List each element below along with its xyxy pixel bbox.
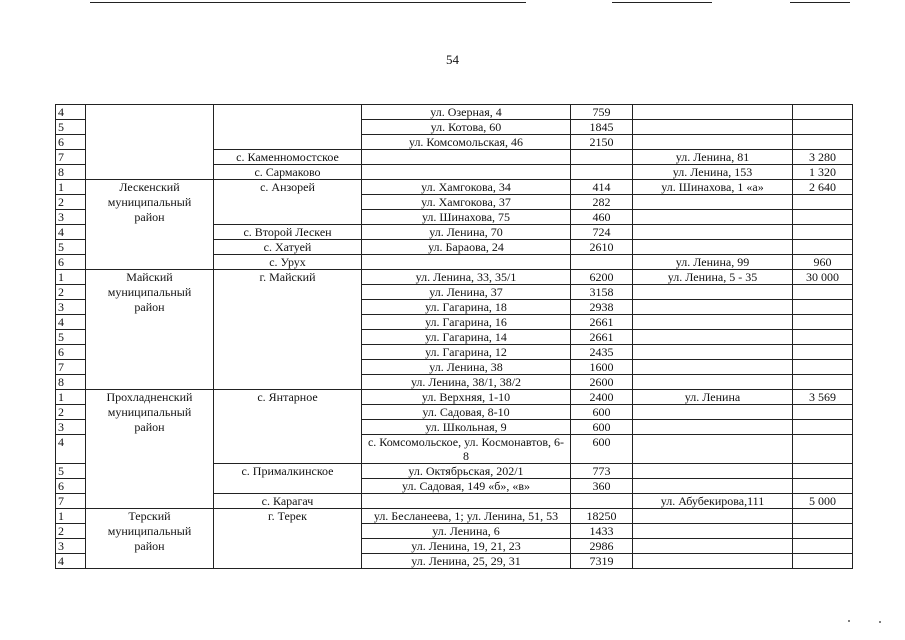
cell-amount2 [793,135,853,150]
cell-amount2 [793,360,853,375]
cell-n: 1 [56,180,86,195]
cell-amount: 3158 [571,285,633,300]
cell-amount2 [793,464,853,479]
table-row [56,105,853,120]
cell-street: ул. Ленина, 37 [362,285,571,300]
cell-amount: 600 [571,420,633,435]
cell-settlement [214,435,362,464]
cell-settlement [214,210,362,225]
cell-district [86,255,214,270]
cell-street: ул. Садовая, 149 «б», «в» [362,479,571,494]
cell-street: ул. Верхняя, 1-10 [362,390,571,405]
cell-amount: 2435 [571,345,633,360]
cell-amount: 282 [571,195,633,210]
table-row [56,345,853,360]
cell-district: Прохладненский [86,390,214,405]
cell-n: 2 [56,524,86,539]
cell-street2 [633,225,793,240]
cell-n: 4 [56,554,86,569]
cell-street: ул. Гагарина, 12 [362,345,571,360]
cell-street2 [633,464,793,479]
cell-street2 [633,315,793,330]
cell-amount2 [793,315,853,330]
table-row [56,435,853,464]
cell-district: Майский [86,270,214,285]
cell-amount2: 2 640 [793,180,853,195]
cell-settlement: с. Прималкинское [214,464,362,479]
table-row [56,360,853,375]
cell-district [86,494,214,509]
cell-street: ул. Октябрьская, 202/1 [362,464,571,479]
cell-n: 6 [56,255,86,270]
cell-amount: 600 [571,435,633,464]
cell-street2: ул. Шинахова, 1 «а» [633,180,793,195]
cell-street: ул. Хамгокова, 34 [362,180,571,195]
cell-amount: 724 [571,225,633,240]
cell-amount2: 3 569 [793,390,853,405]
cell-amount [571,255,633,270]
cell-amount: 1845 [571,120,633,135]
cell-n: 5 [56,120,86,135]
cell-amount2 [793,420,853,435]
cell-street2 [633,345,793,360]
cell-street2 [633,300,793,315]
page-number: 54 [446,52,459,67]
cell-settlement [214,135,362,150]
cell-street [362,255,571,270]
table-row [56,509,853,524]
cell-amount: 2600 [571,375,633,390]
cell-settlement [214,300,362,315]
cell-n: 5 [56,464,86,479]
cell-street2 [633,405,793,420]
cell-amount [571,494,633,509]
cell-amount2: 1 320 [793,165,853,180]
cell-settlement: г. Майский [214,270,362,285]
cell-settlement [214,554,362,569]
cell-n: 4 [56,225,86,240]
data-table [55,104,853,569]
cell-amount: 360 [571,479,633,494]
cell-settlement: с. Хатуей [214,240,362,255]
cell-street2 [633,105,793,120]
cell-settlement [214,120,362,135]
cell-amount: 2986 [571,539,633,554]
cell-settlement [214,405,362,420]
table-row [56,479,853,494]
table-row [56,150,853,165]
cell-amount2 [793,225,853,240]
cell-street: ул. Комсомольская, 46 [362,135,571,150]
cell-settlement: с. Второй Лескен [214,225,362,240]
cell-amount2 [793,524,853,539]
cell-street2 [633,360,793,375]
cell-amount: 2400 [571,390,633,405]
cell-n: 1 [56,509,86,524]
cell-settlement [214,479,362,494]
cell-district: район [86,420,214,435]
cell-street: ул. Ленина, 38 [362,360,571,375]
cell-amount2 [793,120,853,135]
cell-district: муниципальный [86,524,214,539]
cell-amount: 414 [571,180,633,195]
cell-n: 7 [56,494,86,509]
cell-amount: 460 [571,210,633,225]
header-rule [90,2,526,3]
cell-street: ул. Бесланеева, 1; ул. Ленина, 51, 53 [362,509,571,524]
table-row [56,420,853,435]
cell-settlement: с. Каменномостское [214,150,362,165]
cell-amount2 [793,330,853,345]
cell-settlement: с. Урух [214,255,362,270]
cell-amount: 759 [571,105,633,120]
cell-amount2 [793,240,853,255]
cell-district [86,435,214,464]
cell-n: 7 [56,150,86,165]
cell-district: район [86,539,214,554]
cell-amount: 2610 [571,240,633,255]
cell-settlement [214,285,362,300]
cell-settlement [214,420,362,435]
cell-district [86,150,214,165]
cell-settlement [214,315,362,330]
cell-settlement [214,360,362,375]
cell-n: 8 [56,375,86,390]
cell-district: муниципальный [86,405,214,420]
cell-district [86,225,214,240]
cell-n: 3 [56,210,86,225]
cell-n: 8 [56,165,86,180]
cell-street2 [633,330,793,345]
cell-street2 [633,479,793,494]
cell-settlement [214,375,362,390]
cell-n: 2 [56,285,86,300]
cell-settlement [214,539,362,554]
table-row [56,315,853,330]
cell-district [86,330,214,345]
cell-amount [571,150,633,165]
scan-speck [848,620,850,622]
cell-street: ул. Гагарина, 16 [362,315,571,330]
cell-settlement [214,330,362,345]
table-row [56,539,853,554]
cell-street2 [633,240,793,255]
cell-street2: ул. Ленина [633,390,793,405]
cell-settlement: с. Сармаково [214,165,362,180]
cell-street2 [633,524,793,539]
cell-street2 [633,435,793,464]
cell-street: ул. Бараова, 24 [362,240,571,255]
cell-n: 2 [56,405,86,420]
cell-n: 5 [56,330,86,345]
cell-street: с. Комсомольское, ул. Космонавтов, 6-8 [362,435,571,464]
cell-n: 1 [56,390,86,405]
cell-settlement [214,345,362,360]
cell-settlement: с. Анзорей [214,180,362,195]
cell-amount2 [793,345,853,360]
cell-street: ул. Ленина, 33, 35/1 [362,270,571,285]
cell-street: ул. Ленина, 70 [362,225,571,240]
cell-n: 4 [56,435,86,464]
table-row [56,554,853,569]
cell-street: ул. Хамгокова, 37 [362,195,571,210]
cell-street: ул. Гагарина, 18 [362,300,571,315]
cell-amount: 2938 [571,300,633,315]
cell-district: Терский [86,509,214,524]
cell-n: 5 [56,240,86,255]
cell-street2: ул. Ленина, 153 [633,165,793,180]
cell-amount: 7319 [571,554,633,569]
cell-street: ул. Садовая, 8-10 [362,405,571,420]
cell-amount2: 3 280 [793,150,853,165]
cell-street2 [633,120,793,135]
table-row [56,524,853,539]
cell-district [86,315,214,330]
table-row [56,300,853,315]
cell-amount: 1600 [571,360,633,375]
cell-amount [571,165,633,180]
cell-amount2 [793,435,853,464]
cell-street: ул. Ленина, 25, 29, 31 [362,554,571,569]
cell-amount2: 30 000 [793,270,853,285]
table-row [56,240,853,255]
cell-n: 7 [56,360,86,375]
cell-street: ул. Котова, 60 [362,120,571,135]
cell-district [86,360,214,375]
cell-amount2 [793,539,853,554]
table-row [56,464,853,479]
table-row [56,165,853,180]
cell-amount2: 960 [793,255,853,270]
header-rule [790,2,850,3]
cell-street2 [633,539,793,554]
cell-district [86,375,214,390]
cell-settlement [214,105,362,120]
cell-street2: ул. Ленина, 99 [633,255,793,270]
scan-speck [879,621,881,623]
cell-district [86,240,214,255]
table-row [56,390,853,405]
cell-n: 4 [56,315,86,330]
cell-district [86,479,214,494]
cell-district [86,554,214,569]
cell-district: район [86,210,214,225]
cell-street2: ул. Ленина, 5 - 35 [633,270,793,285]
cell-amount: 773 [571,464,633,479]
table-row [56,120,853,135]
cell-settlement [214,524,362,539]
table-body [56,105,853,569]
cell-n: 1 [56,270,86,285]
cell-amount2 [793,375,853,390]
table-row [56,494,853,509]
cell-amount2 [793,300,853,315]
cell-n: 3 [56,300,86,315]
cell-amount: 600 [571,405,633,420]
cell-amount2 [793,554,853,569]
cell-settlement: с. Карагач [214,494,362,509]
cell-street: ул. Озерная, 4 [362,105,571,120]
table-row [56,405,853,420]
cell-n: 3 [56,420,86,435]
table-row [56,180,853,195]
cell-settlement: г. Терек [214,509,362,524]
cell-amount2: 5 000 [793,494,853,509]
cell-n: 4 [56,105,86,120]
table-row [56,270,853,285]
cell-amount2 [793,405,853,420]
cell-district: муниципальный [86,195,214,210]
cell-street2 [633,509,793,524]
cell-street: ул. Гагарина, 14 [362,330,571,345]
cell-n: 6 [56,479,86,494]
cell-amount: 6200 [571,270,633,285]
cell-district [86,345,214,360]
header-rule [612,2,712,3]
cell-street [362,165,571,180]
table-row [56,210,853,225]
table-row [56,255,853,270]
cell-street: ул. Ленина, 6 [362,524,571,539]
cell-district [86,464,214,479]
cell-n: 2 [56,195,86,210]
cell-street2 [633,135,793,150]
table-row [56,195,853,210]
cell-street2 [633,285,793,300]
cell-street2 [633,195,793,210]
table-row [56,285,853,300]
cell-street2 [633,554,793,569]
cell-district: район [86,300,214,315]
cell-amount: 2150 [571,135,633,150]
cell-street [362,150,571,165]
cell-street2 [633,375,793,390]
cell-amount2 [793,285,853,300]
cell-district: муниципальный [86,285,214,300]
cell-n: 6 [56,345,86,360]
cell-n: 3 [56,539,86,554]
table-row [56,135,853,150]
cell-street2: ул. Абубекирова,111 [633,494,793,509]
cell-amount2 [793,105,853,120]
cell-street2 [633,420,793,435]
cell-street2 [633,210,793,225]
cell-amount: 2661 [571,315,633,330]
cell-district: Лескенский [86,180,214,195]
cell-street: ул. Шинахова, 75 [362,210,571,225]
table-row [56,225,853,240]
cell-amount: 2661 [571,330,633,345]
cell-amount: 18250 [571,509,633,524]
cell-district [86,105,214,120]
cell-amount2 [793,479,853,494]
cell-settlement [214,195,362,210]
cell-street2: ул. Ленина, 81 [633,150,793,165]
table-row [56,330,853,345]
cell-district [86,135,214,150]
cell-street [362,494,571,509]
cell-settlement: с. Янтарное [214,390,362,405]
cell-street: ул. Ленина, 38/1, 38/2 [362,375,571,390]
cell-amount2 [793,210,853,225]
cell-amount2 [793,195,853,210]
table-row [56,375,853,390]
cell-street: ул. Школьная, 9 [362,420,571,435]
cell-amount2 [793,509,853,524]
cell-district [86,120,214,135]
cell-district [86,165,214,180]
cell-n: 6 [56,135,86,150]
cell-street: ул. Ленина, 19, 21, 23 [362,539,571,554]
cell-amount: 1433 [571,524,633,539]
